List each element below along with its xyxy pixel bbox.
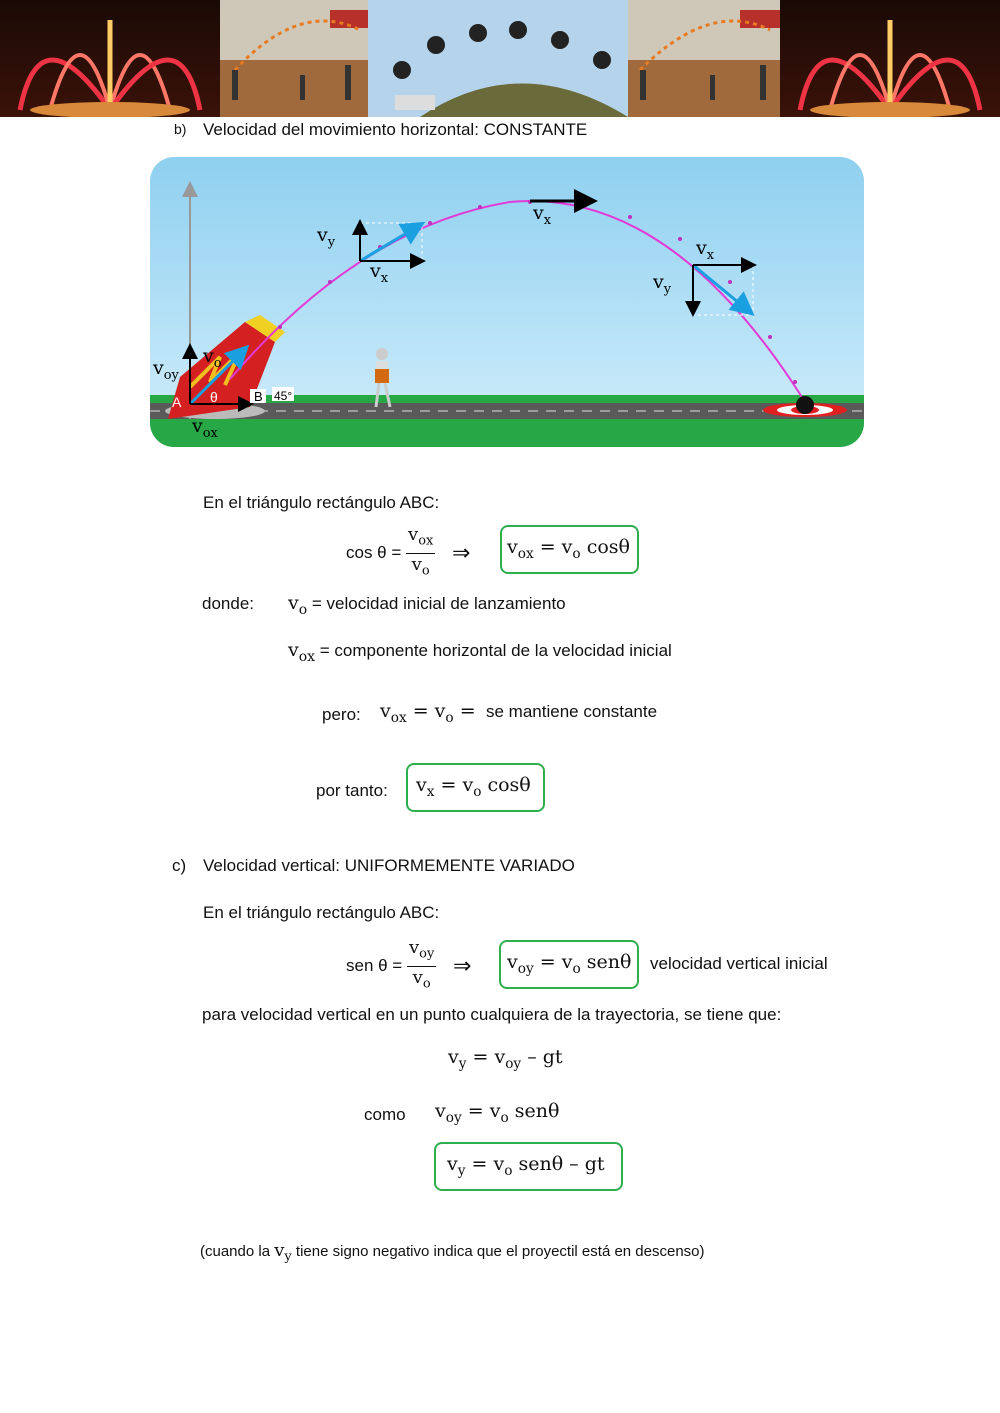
motocross-photo	[368, 0, 628, 117]
apex-vx-label: $v_x$	[533, 202, 552, 228]
section-c-title: Velocidad vertical: UNIFORMEMENTE VARIADO	[203, 856, 575, 875]
section-b-letter: b)	[174, 121, 187, 137]
sen-prefix: sen θ =	[346, 956, 403, 976]
triangle-intro-1: En el triángulo rectángulo ABC:	[203, 493, 440, 512]
cos-prefix: cos θ =	[346, 543, 402, 563]
definition-vo: $v_o$ = velocidad inicial de lanzamiento	[288, 592, 566, 618]
cos-equation	[346, 524, 470, 582]
ascent-vy-label: $v_y$	[317, 224, 336, 250]
footnote: (cuando la vy tiene signo negativo indica que el proyectil está en descenso)	[200, 1240, 705, 1265]
angle-value-label: 45°	[274, 389, 293, 403]
vo-label: $v_o$	[203, 345, 222, 371]
vox-label: $v_{ox}$	[192, 415, 218, 441]
para-text: para velocidad vertical en un punto cualquiera de la trayectoria, se tiene que:	[202, 1005, 782, 1024]
vx-formula: $v_x = v_o$ cosθ	[416, 774, 531, 800]
voy-formula: $v_{oy} = v_o$ senθ	[507, 951, 632, 977]
definition-vox: $v_{ox}$ = componente horizontal de la velocidad inicial	[288, 639, 672, 665]
por-tanto-label: por tanto:	[316, 781, 388, 800]
basketball-photo-right	[628, 0, 780, 117]
fountain-photo-right	[780, 0, 1000, 117]
sen-fraction: $\frac{v_{oy}}{v_o}$	[408, 937, 435, 992]
basketball-photo-left	[220, 0, 368, 117]
section-b-title: Velocidad del movimiento horizontal: CONSTANTE	[203, 120, 588, 139]
pero-equation: $v_{ox} = v_o$ =	[380, 700, 476, 726]
como-label: como	[364, 1105, 406, 1124]
pero-label: pero:	[322, 705, 361, 724]
header-photo-banner	[0, 0, 1000, 117]
implies-arrow-2: ⇒	[453, 953, 472, 979]
como-equation: $v_{oy} = v_o$ senθ	[435, 1100, 560, 1126]
implies-arrow: ⇒	[452, 540, 471, 566]
fountain-photo-left	[0, 0, 220, 117]
descent-vx-label: $v_x$	[696, 237, 715, 263]
triangle-intro-2: En el triángulo rectángulo ABC:	[203, 903, 440, 922]
donde-label: donde:	[202, 594, 254, 613]
pero-text: se mantiene constante	[486, 702, 658, 721]
final-formula: $v_y = v_o$ senθ – gt	[447, 1153, 605, 1179]
point-b-label: B	[254, 389, 263, 404]
ascent-vx-label: $v_x$	[370, 260, 389, 286]
voy-label: $v_{oy}$	[153, 357, 179, 383]
section-c-letter: c)	[172, 856, 187, 875]
vy-general-equation: $v_y = v_{oy}$ – gt	[448, 1046, 563, 1072]
angle-symbol-label: θ	[210, 389, 218, 405]
vox-formula: $v_{ox} = v_o$ cosθ	[507, 536, 630, 562]
projectile-motion-diagram	[150, 157, 864, 447]
descent-vy-label: $v_y$	[653, 271, 672, 297]
point-a-label: A	[172, 394, 182, 410]
cos-fraction: $\frac{v_{ox}}{v_o}$	[408, 524, 434, 579]
voy-note: velocidad vertical inicial	[650, 954, 828, 973]
sen-equation	[346, 937, 471, 995]
